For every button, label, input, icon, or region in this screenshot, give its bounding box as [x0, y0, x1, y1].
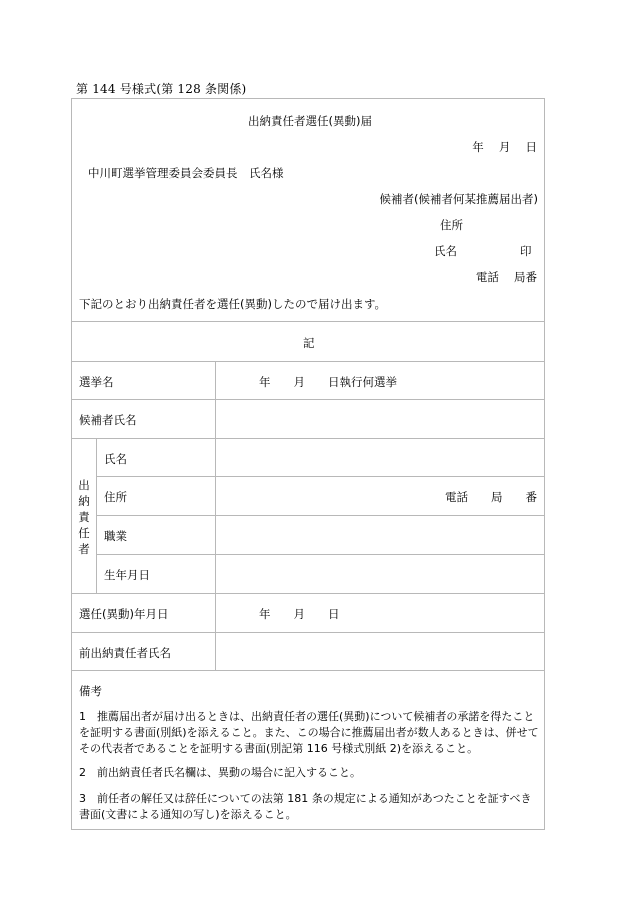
row-divider — [72, 361, 544, 362]
group-column-divider — [96, 438, 97, 593]
row-divider — [72, 438, 544, 439]
note-item: 1 推薦届出者が届け出るときは、出納責任者の選任(異動)について候補者の承諾を得たことを証明する書面(別紙)を添えること。また、この場合に推薦届出者が数人あるときは、併せてその代表者であることを証明する書面(別記第 116 号様式別紙 2)を添えること。 — [79, 710, 539, 755]
table-top-border — [72, 321, 544, 322]
treasurer-group-label: 出 納 責 任 者 — [78, 478, 90, 556]
row-divider — [96, 476, 544, 477]
submitter-address-label: 住所 — [440, 218, 463, 232]
appointment-date-value: 年 月 日 — [259, 607, 340, 621]
date-line: 年 月 日 — [472, 140, 537, 154]
row-divider — [96, 554, 544, 555]
treasurer-birthdate-label: 生年月日 — [104, 568, 150, 582]
addressee: 中川町選挙管理委員会委員長 氏名様 — [88, 166, 284, 180]
treasurer-address-label: 住所 — [104, 490, 127, 504]
statement: 下記のとおり出納責任者を選任(異動)したので届け出ます。 — [79, 297, 387, 311]
submitter-phone: 電話 局番 — [475, 270, 537, 284]
note-item: 3 前任者の解任又は辞任についての法第 181 条の規定による通知があつたことを証すべき書面(文書による通知の写し)を添えること。 — [79, 792, 532, 821]
appointment-date-label: 選任(異動)年月日 — [79, 607, 169, 621]
treasurer-phone: 電話 局 番 — [445, 490, 537, 504]
table-bottom-border — [72, 670, 544, 671]
candidate-name-label: 候補者氏名 — [79, 413, 137, 427]
submitter-name-label: 氏名 — [434, 244, 457, 258]
election-value: 年 月 日執行何選挙 — [259, 375, 397, 389]
row-divider — [72, 593, 544, 594]
row-divider — [72, 632, 544, 633]
notes-title: 備考 — [79, 684, 102, 698]
seal-mark: 印 — [520, 244, 532, 258]
submitter-role: 候補者(候補者何某推薦届出者) — [379, 192, 538, 206]
form-number-caption: 第 144 号様式(第 128 条関係) — [76, 82, 247, 96]
notification-form — [71, 98, 545, 830]
row-divider — [72, 399, 544, 400]
previous-treasurer-label: 前出納責任者氏名 — [79, 646, 171, 660]
row-divider — [96, 515, 544, 516]
note-item: 2 前出納責任者氏名欄は、異動の場合に記入すること。 — [79, 766, 361, 779]
ki-heading: 記 — [303, 336, 315, 350]
treasurer-name-label: 氏名 — [104, 452, 127, 466]
treasurer-occupation-label: 職業 — [104, 529, 127, 543]
label-column-divider — [215, 361, 216, 670]
election-label: 選挙名 — [79, 375, 114, 389]
form-title: 出納責任者選任(異動)届 — [248, 114, 372, 128]
